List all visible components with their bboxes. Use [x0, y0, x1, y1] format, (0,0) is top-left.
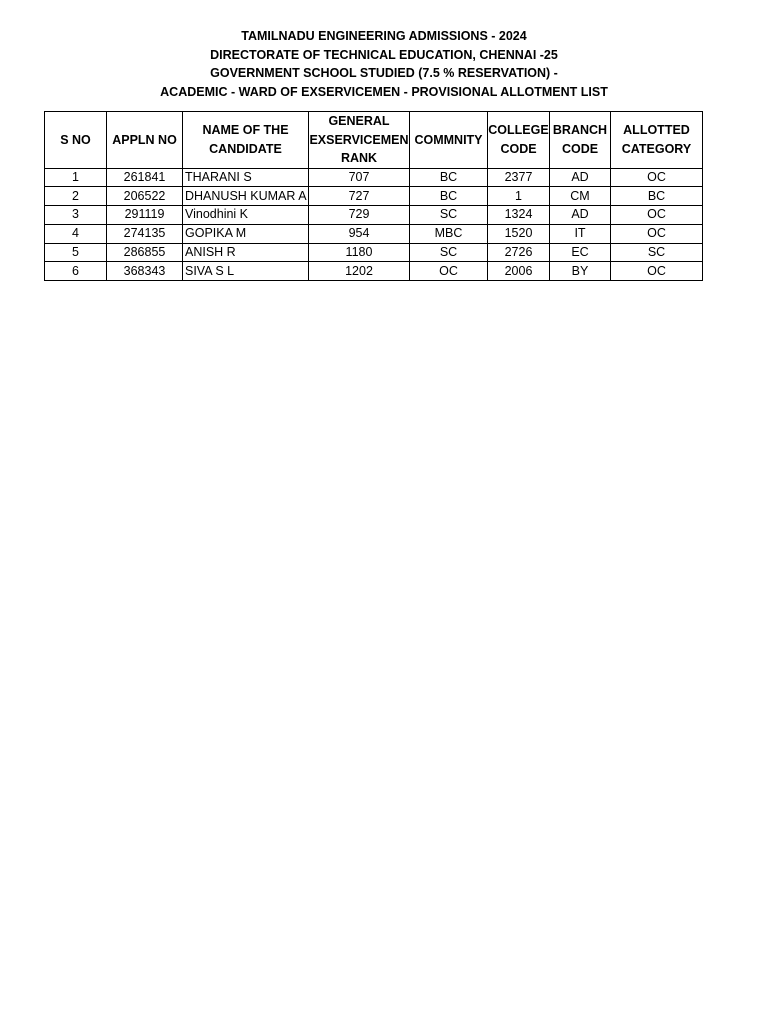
table-row [45, 224, 703, 243]
cell-allotted-category: OC [611, 206, 703, 225]
cell-allotted-category: SC [611, 243, 703, 262]
column-header-s-no: S NO [45, 112, 107, 169]
cell-community: SC [410, 206, 488, 225]
cell-branch-code: IT [550, 224, 611, 243]
cell-s-no: 2 [45, 187, 107, 206]
cell-appln-no: 291119 [107, 206, 183, 225]
table-row [45, 206, 703, 225]
cell-candidate-name: ANISH R [183, 243, 309, 262]
cell-branch-code: AD [550, 168, 611, 187]
cell-rank: 954 [309, 224, 410, 243]
cell-s-no: 3 [45, 206, 107, 225]
table-row [45, 168, 703, 187]
column-header-college-code: COLLEGE CODE [488, 112, 550, 169]
cell-allotted-category: BC [611, 187, 703, 206]
cell-community: BC [410, 187, 488, 206]
cell-branch-code: CM [550, 187, 611, 206]
cell-s-no: 5 [45, 243, 107, 262]
cell-college-code: 2377 [488, 168, 550, 187]
column-header-appln-no: APPLN NO [107, 112, 183, 169]
cell-college-code: 2726 [488, 243, 550, 262]
cell-branch-code: BY [550, 262, 611, 281]
cell-appln-no: 368343 [107, 262, 183, 281]
cell-rank: 729 [309, 206, 410, 225]
document-header [0, 27, 768, 101]
cell-college-code: 1520 [488, 224, 550, 243]
cell-candidate-name: Vinodhini K [183, 206, 309, 225]
header-line-1: TAMILNADU ENGINEERING ADMISSIONS - 2024 [241, 29, 527, 43]
cell-college-code: 1 [488, 187, 550, 206]
header-line-2: DIRECTORATE OF TECHNICAL EDUCATION, CHENNAI -25 [210, 47, 558, 62]
cell-candidate-name: THARANI S [183, 168, 309, 187]
cell-appln-no: 286855 [107, 243, 183, 262]
cell-community: OC [410, 262, 488, 281]
cell-candidate-name: SIVA S L [183, 262, 309, 281]
column-header-rank: GENERAL EXSERVICEMEN RANK [309, 112, 410, 169]
column-header-candidate-name: NAME OF THE CANDIDATE [183, 112, 309, 169]
cell-rank: 1202 [309, 262, 410, 281]
cell-college-code: 1324 [488, 206, 550, 225]
cell-appln-no: 274135 [107, 224, 183, 243]
cell-rank: 707 [309, 168, 410, 187]
cell-rank: 727 [309, 187, 410, 206]
header-line-4: ACADEMIC - WARD OF EXSERVICEMEN - PROVISIONAL ALLOTMENT LIST [160, 84, 608, 99]
cell-candidate-name: GOPIKA M [183, 224, 309, 243]
cell-s-no: 1 [45, 168, 107, 187]
cell-community: BC [410, 168, 488, 187]
allotment-table [44, 111, 703, 281]
cell-allotted-category: OC [611, 168, 703, 187]
table-header-row [45, 112, 703, 169]
cell-community: MBC [410, 224, 488, 243]
cell-s-no: 6 [45, 262, 107, 281]
cell-allotted-category: OC [611, 262, 703, 281]
column-header-community: COMMNITY [410, 112, 488, 169]
cell-community: SC [410, 243, 488, 262]
table-row [45, 262, 703, 281]
cell-branch-code: AD [550, 206, 611, 225]
cell-candidate-name: DHANUSH KUMAR A [183, 187, 309, 206]
cell-branch-code: EC [550, 243, 611, 262]
table-row [45, 243, 703, 262]
column-header-branch-code: BRANCH CODE [550, 112, 611, 169]
header-line-3: GOVERNMENT SCHOOL STUDIED (7.5 % RESERVATION) - [210, 66, 558, 81]
cell-rank: 1180 [309, 243, 410, 262]
cell-appln-no: 261841 [107, 168, 183, 187]
table-row [45, 187, 703, 206]
column-header-allotted-category: ALLOTTED CATEGORY [611, 112, 703, 169]
cell-allotted-category: OC [611, 224, 703, 243]
cell-s-no: 4 [45, 224, 107, 243]
cell-college-code: 2006 [488, 262, 550, 281]
cell-appln-no: 206522 [107, 187, 183, 206]
